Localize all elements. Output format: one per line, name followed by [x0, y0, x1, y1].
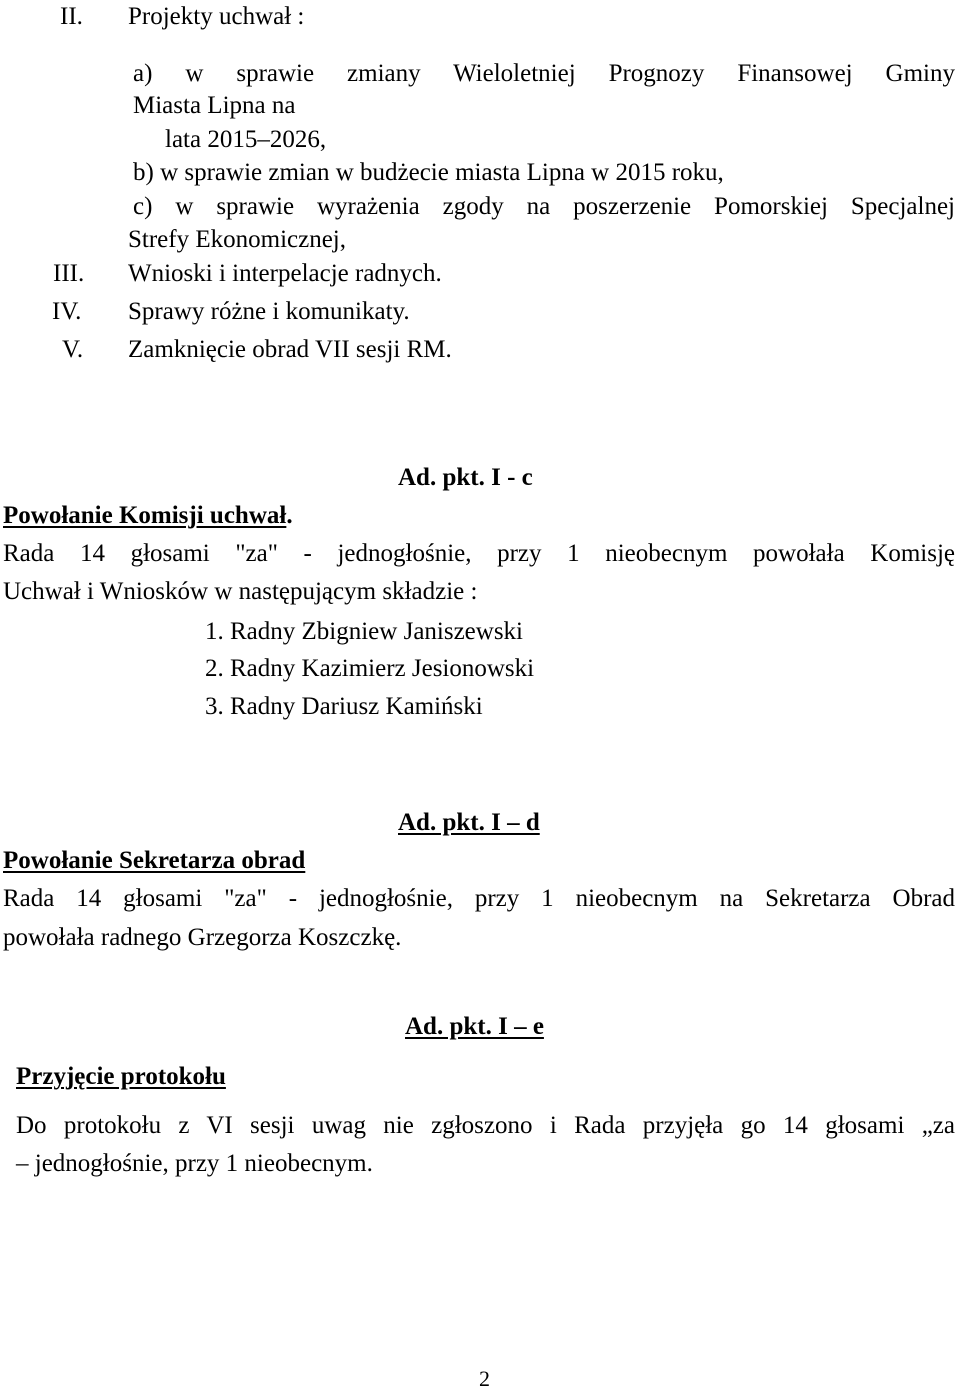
section-ii-item-a-cont: Miasta Lipna na	[133, 92, 296, 119]
point-e-body-line2: – jednogłośnie, przy 1 nieobecnym.	[16, 1150, 373, 1177]
point-e-body-line1: Do protokołu z VI sesji uwag nie zgłoszono i Rada przyjęła go 14 głosami „za	[16, 1112, 955, 1139]
point-c-body-line1: Rada 14 głosami "za" - jednogłośnie, przy 1 nieobecnym powołała Komisję	[3, 540, 955, 567]
section-ii-item-a-years: lata 2015–2026,	[165, 126, 327, 153]
point-c-title-period: .	[286, 502, 293, 529]
agenda-item-iv: Sprawy różne i komunikaty.	[128, 298, 410, 325]
section-ii-item-b: b) w sprawie zmian w budżecie miasta Lipna w 2015 roku,	[133, 159, 724, 186]
agenda-item-v: Zamknięcie obrad VII sesji RM.	[128, 336, 452, 363]
point-c-title	[3, 503, 293, 528]
section-ii-item-c: c) w sprawie wyrażenia zgody na poszerzenie Pomorskiej Specjalnej	[133, 193, 955, 220]
point-e-title: Przyjęcie protokołu	[16, 1063, 226, 1090]
point-d-body-line1: Rada 14 głosami "za" - jednogłośnie, przy 1 nieobecnym na Sekretarza Obrad	[3, 885, 955, 912]
point-e-label: Ad. pkt. I – e	[405, 1013, 544, 1040]
committee-member-1: 1. Radny Zbigniew Janiszewski	[205, 618, 524, 645]
section-ii-numeral: II.	[60, 3, 83, 30]
agenda-item-iii: Wnioski i interpelacje radnych.	[128, 260, 442, 287]
committee-member-2: 2. Radny Kazimierz Jesionowski	[205, 655, 535, 682]
section-ii-item-a: a) w sprawie zmiany Wieloletniej Prognozy Finansowej Gminy	[133, 60, 955, 87]
point-d-body-line2: powołała radnego Grzegorza Koszczkę.	[3, 924, 402, 951]
section-ii-item-c-cont: Strefy Ekonomicznej,	[128, 226, 346, 253]
point-d-title: Powołanie Sekretarza obrad	[3, 847, 306, 874]
point-d-label: Ad. pkt. I – d	[398, 809, 540, 836]
point-c-body-line2: Uchwał i Wniosków w następującym składzie :	[3, 578, 478, 605]
point-c-label: Ad. pkt. I - c	[398, 464, 533, 491]
agenda-numeral-iii: III.	[53, 260, 85, 287]
section-ii-heading: Projekty uchwał :	[128, 3, 305, 30]
agenda-numeral-iv: IV.	[52, 298, 82, 325]
committee-member-3: 3. Radny Dariusz Kamiński	[205, 693, 483, 720]
page-number: 2	[479, 1366, 490, 1391]
agenda-numeral-v: V.	[62, 336, 84, 363]
point-c-title-text: Powołanie Komisji uchwał	[3, 502, 287, 529]
